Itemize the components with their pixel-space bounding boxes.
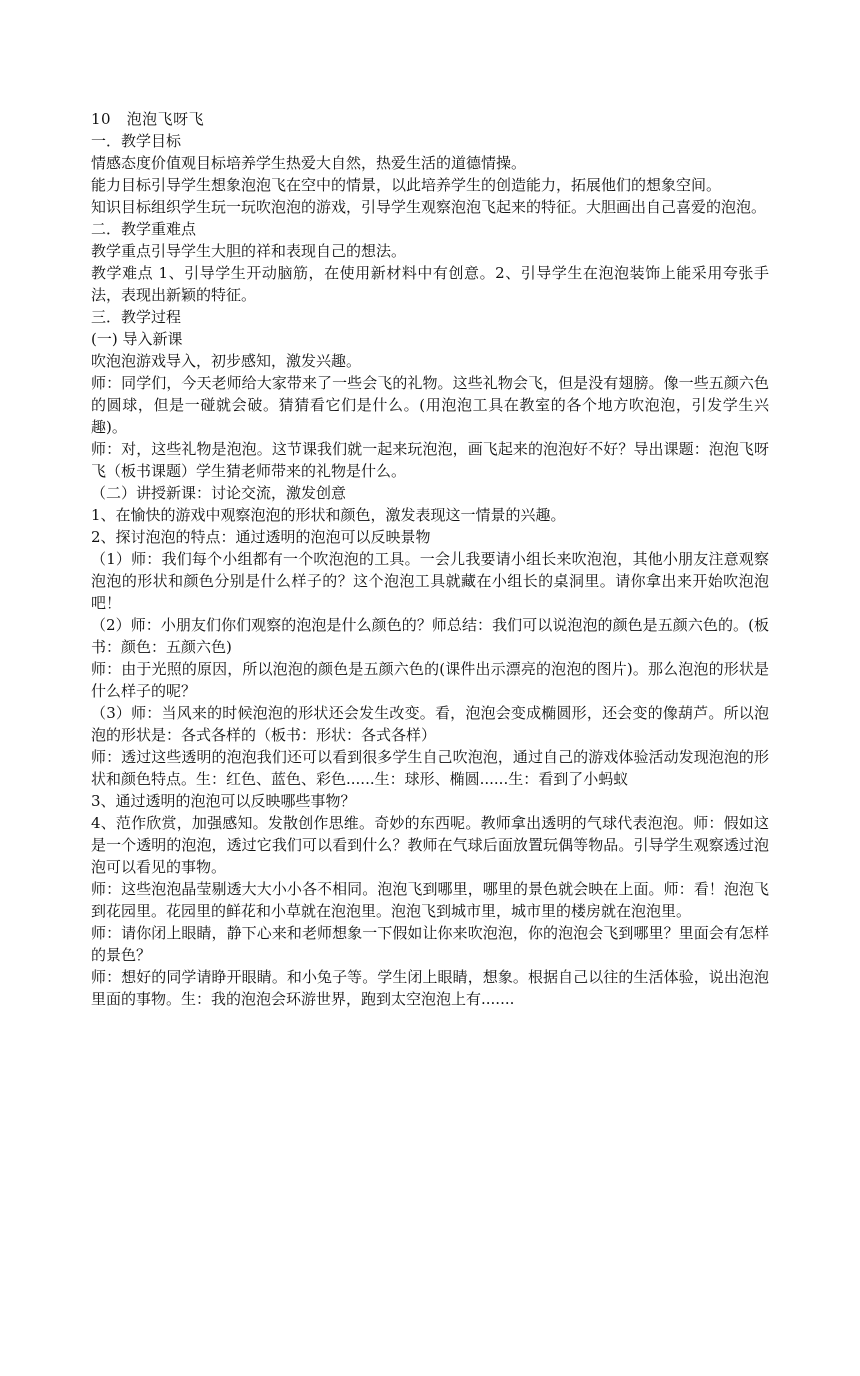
- paragraph-key-point: 教学重点引导学生大胆的祥和表现自己的想法。: [91, 242, 407, 260]
- paragraph-step-3: 3、通过透明的泡泡可以反映哪些事物？: [91, 792, 356, 810]
- paragraph-observe-2: （2）师：小朋友们你们观察的泡泡是什么颜色的？师总结：我们可以说泡泡的颜色是五颜六色的。(板书：颜色：五颜六色): [91, 616, 769, 656]
- paragraph-step-4: 4、范作欣赏，加强感知。发散创作思维。奇妙的东西呢。教师拿出透明的气球代表泡泡。师：假如这是一个透明的泡泡，透过它我们可以看到什么？教师在气球后面放置玩偶等物品。引导学生观察透过泡泡可以看见的事物。: [91, 814, 769, 876]
- paragraph-light-colors: 师：由于光照的原因，所以泡泡的颜色是五颜六色的(课件出示漂亮的泡泡的图片)。那么泡泡的形状是什么样子的呢？: [91, 660, 769, 700]
- paragraph-transparent-bubbles: 师：透过这些透明的泡泡我们还可以看到很多学生自己吹泡泡，通过自己的游戏体验活动发现泡泡的形状和颜色特点。生：红色、蓝色、彩色......生：球形、椭圆......生：看到了小蚂蚁: [91, 748, 769, 788]
- paragraph-knowledge-goal: 知识目标组织学生玩一玩吹泡泡的游戏，引导学生观察泡泡飞起来的特征。大胆画出自己喜爱的泡泡。: [91, 198, 767, 216]
- paragraph-observe-1: （1）师：我们每个小组都有一个吹泡泡的工具。一会儿我要请小组长来吹泡泡，其他小朋友注意观察泡泡的形状和颜色分别是什么样子的？这个泡泡工具就藏在小组长的桌洞里。请你拿出来开始吹泡泡吧！: [91, 550, 769, 612]
- document-title: 10 泡泡飞呀飞: [91, 110, 205, 128]
- paragraph-bubble-scenes: 师：这些泡泡晶莹剔透大大小小各不相同。泡泡飞到哪里，哪里的景色就会映在上面。师：看！泡泡飞到花园里。花园里的鲜花和小草就在泡泡里。泡泡飞到城市里，城市里的楼房就在泡泡里。: [91, 880, 769, 920]
- paragraph-difficult-point: 教学难点 1、引导学生开动脑筋，在使用新材料中有创意。2、引导学生在泡泡装饰上能采用夸张手法，表现出新颖的特征。: [91, 264, 769, 304]
- subheading-introduction: (一) 导入新课: [91, 330, 183, 348]
- paragraph-ability-goal: 能力目标引导学生想象泡泡飞在空中的情景，以此培养学生的创造能力，拓展他们的想象空间。: [91, 176, 722, 194]
- paragraph-intro-summary: 吹泡泡游戏导入，初步感知，激发兴趣。: [91, 352, 362, 370]
- paragraph-open-eyes: 师：想好的同学请睁开眼睛。和小兔子等。学生闭上眼睛，想象。根据自己以往的生活体验，说出泡泡里面的事物。生：我的泡泡会环游世界，跑到太空泡泡上有.......: [91, 968, 769, 1008]
- paragraph-step-1: 1、在愉快的游戏中观察泡泡的形状和颜色，激发表现这一情景的兴趣。: [91, 506, 566, 524]
- paragraph-teacher-gifts: 师：同学们，今天老师给大家带来了一些会飞的礼物。这些礼物会飞，但是没有翅膀。像一些五颜六色的圆球，但是一碰就会破。猜猜看它们是什么。(用泡泡工具在教室的各个地方吹泡泡，引发学生兴趣)。: [91, 374, 769, 436]
- paragraph-emotion-goal: 情感态度价值观目标培养学生热爱大自然，热爱生活的道德情操。: [91, 154, 527, 172]
- heading-teaching-goals: 一．教学目标: [91, 132, 182, 150]
- heading-key-difficult-points: 二．教学重难点: [91, 220, 197, 238]
- paragraph-teacher-topic: 师：对，这些礼物是泡泡。这节课我们就一起来玩泡泡，画飞起来的泡泡好不好？导出课题：泡泡飞呀飞（板书课题）学生猜老师带来的礼物是什么。: [91, 440, 769, 480]
- subheading-new-lesson: （二）讲授新课：讨论交流，激发创意: [91, 484, 347, 502]
- document-page: [91, 108, 769, 1010]
- heading-teaching-process: 三．教学过程: [91, 308, 182, 326]
- paragraph-observe-3: （3）师：当风来的时候泡泡的形状还会发生改变。看，泡泡会变成椭圆形，还会变的像葫芦。所以泡泡的形状是：各式各样的（板书：形状：各式各样）: [91, 704, 769, 744]
- paragraph-step-2: 2、探讨泡泡的特点：通过透明的泡泡可以反映景物: [91, 528, 431, 546]
- paragraph-imagine: 师：请你闭上眼睛，静下心来和老师想象一下假如让你来吹泡泡，你的泡泡会飞到哪里？里面会有怎样的景色？: [91, 924, 769, 964]
